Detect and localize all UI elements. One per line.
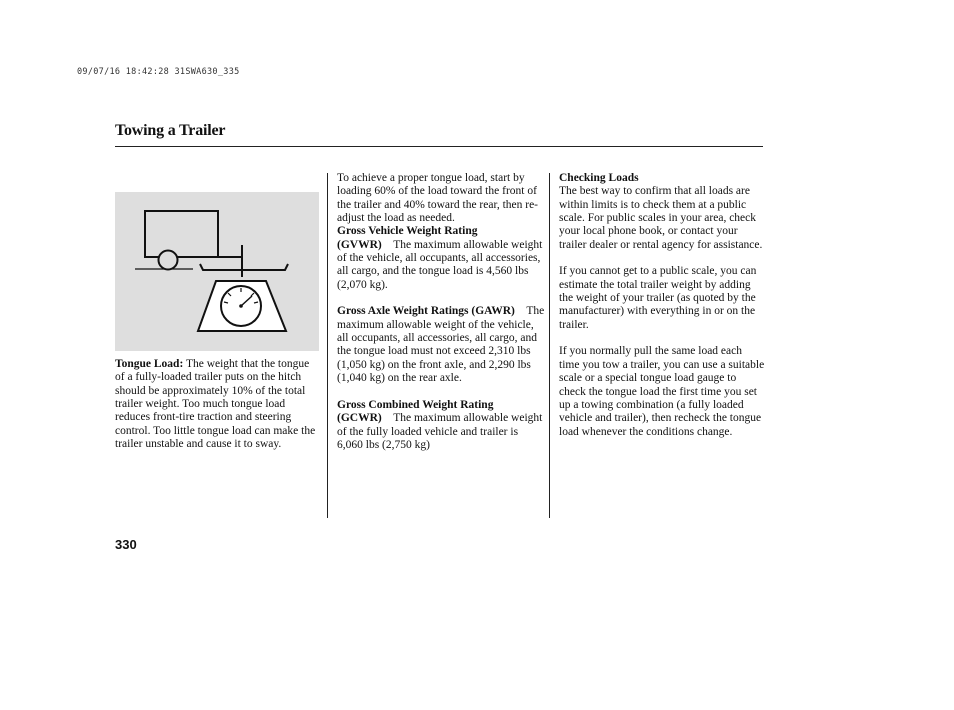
trailer-wheel xyxy=(159,251,178,270)
gcwr-heading: Gross Combined Weight Rating (GCWR) xyxy=(337,398,494,425)
column-3 xyxy=(559,172,765,439)
trailer-scale-drawing xyxy=(115,192,319,351)
gcwr-section xyxy=(337,399,545,452)
public-scale-paragraph: If you cannot get to a public scale, you can estimate the total trailer weight by adding the weight of your trailer (as quoted by the manufacturer) with everything in or on the trailer. xyxy=(559,265,757,331)
trailer-body xyxy=(145,211,218,257)
scale-platform xyxy=(200,264,288,270)
gcwr-text: The maximum allowable weight of the fully loaded vehicle and trailer is 6,060 lbs (2,750 kg) xyxy=(337,412,543,451)
gawr-heading: Gross Axle Weight Ratings (GAWR) xyxy=(337,305,515,318)
column-2 xyxy=(337,172,545,452)
tongue-load-paragraph xyxy=(115,358,321,451)
tongue-load-heading: Tongue Load: xyxy=(115,358,184,370)
column-1 xyxy=(115,358,321,451)
gawr-section xyxy=(337,305,545,385)
gvwr-heading: Gross Vehicle Weight Rating (GVWR) xyxy=(337,225,478,251)
tongue-load-text: The weight that the tongue of a fully-loaded trailer puts on the hitch should be approximately 10% of the total trailer weight. Too much tongue load reduces front-tire traction and steering control. Too little tongue load can make the trailer unstable and cause it to sway. xyxy=(115,358,316,451)
tongue-load-illustration xyxy=(115,192,319,351)
gvwr-section xyxy=(337,225,545,292)
checking-loads-text: The best way to confirm that all loads are within limits is to check them at a public scale. For public scales in your area, check your local phone book, or contact your trailer dealer or rental agency for assistance. xyxy=(559,185,763,251)
same-load-paragraph: If you normally pull the same load each time you tow a trailer, you can use a suitable scale or a special tongue load gauge to check the tongue load the first time you set up a towing combination (a fully loaded vehicle and trailer), then recheck the tongue load whenever the conditions change. xyxy=(559,345,765,438)
checking-loads-section xyxy=(559,172,765,252)
gvwr-text: The maximum allowable weight of the vehicle, all occupants, all accessories, all cargo, and the tongue load is 4,560 lbs (2,070 kg). xyxy=(337,238,543,291)
print-stamp: 09/07/16 18:42:28 31SWA630_335 xyxy=(77,67,240,77)
tongue-load-intro: To achieve a proper tongue load, start by loading 60% of the load toward the front of the trailer and 40% toward the rear, then re-adjust the load as needed. xyxy=(337,172,539,225)
title-rule xyxy=(115,146,763,147)
checking-loads-heading: Checking Loads xyxy=(559,172,639,184)
page-number: 330 xyxy=(115,537,137,552)
column-divider-2 xyxy=(549,173,550,518)
page-title: Towing a Trailer xyxy=(115,122,226,139)
column-divider-1 xyxy=(327,173,328,518)
gawr-text: The maximum allowable weight of the vehicle, all occupants, all accessories, all cargo, and the tongue load must not exceed 2,310 lbs (1,050 kg) on the front axle, and 2,290 lbs (1,040 kg) on the rear axle. xyxy=(337,305,545,385)
